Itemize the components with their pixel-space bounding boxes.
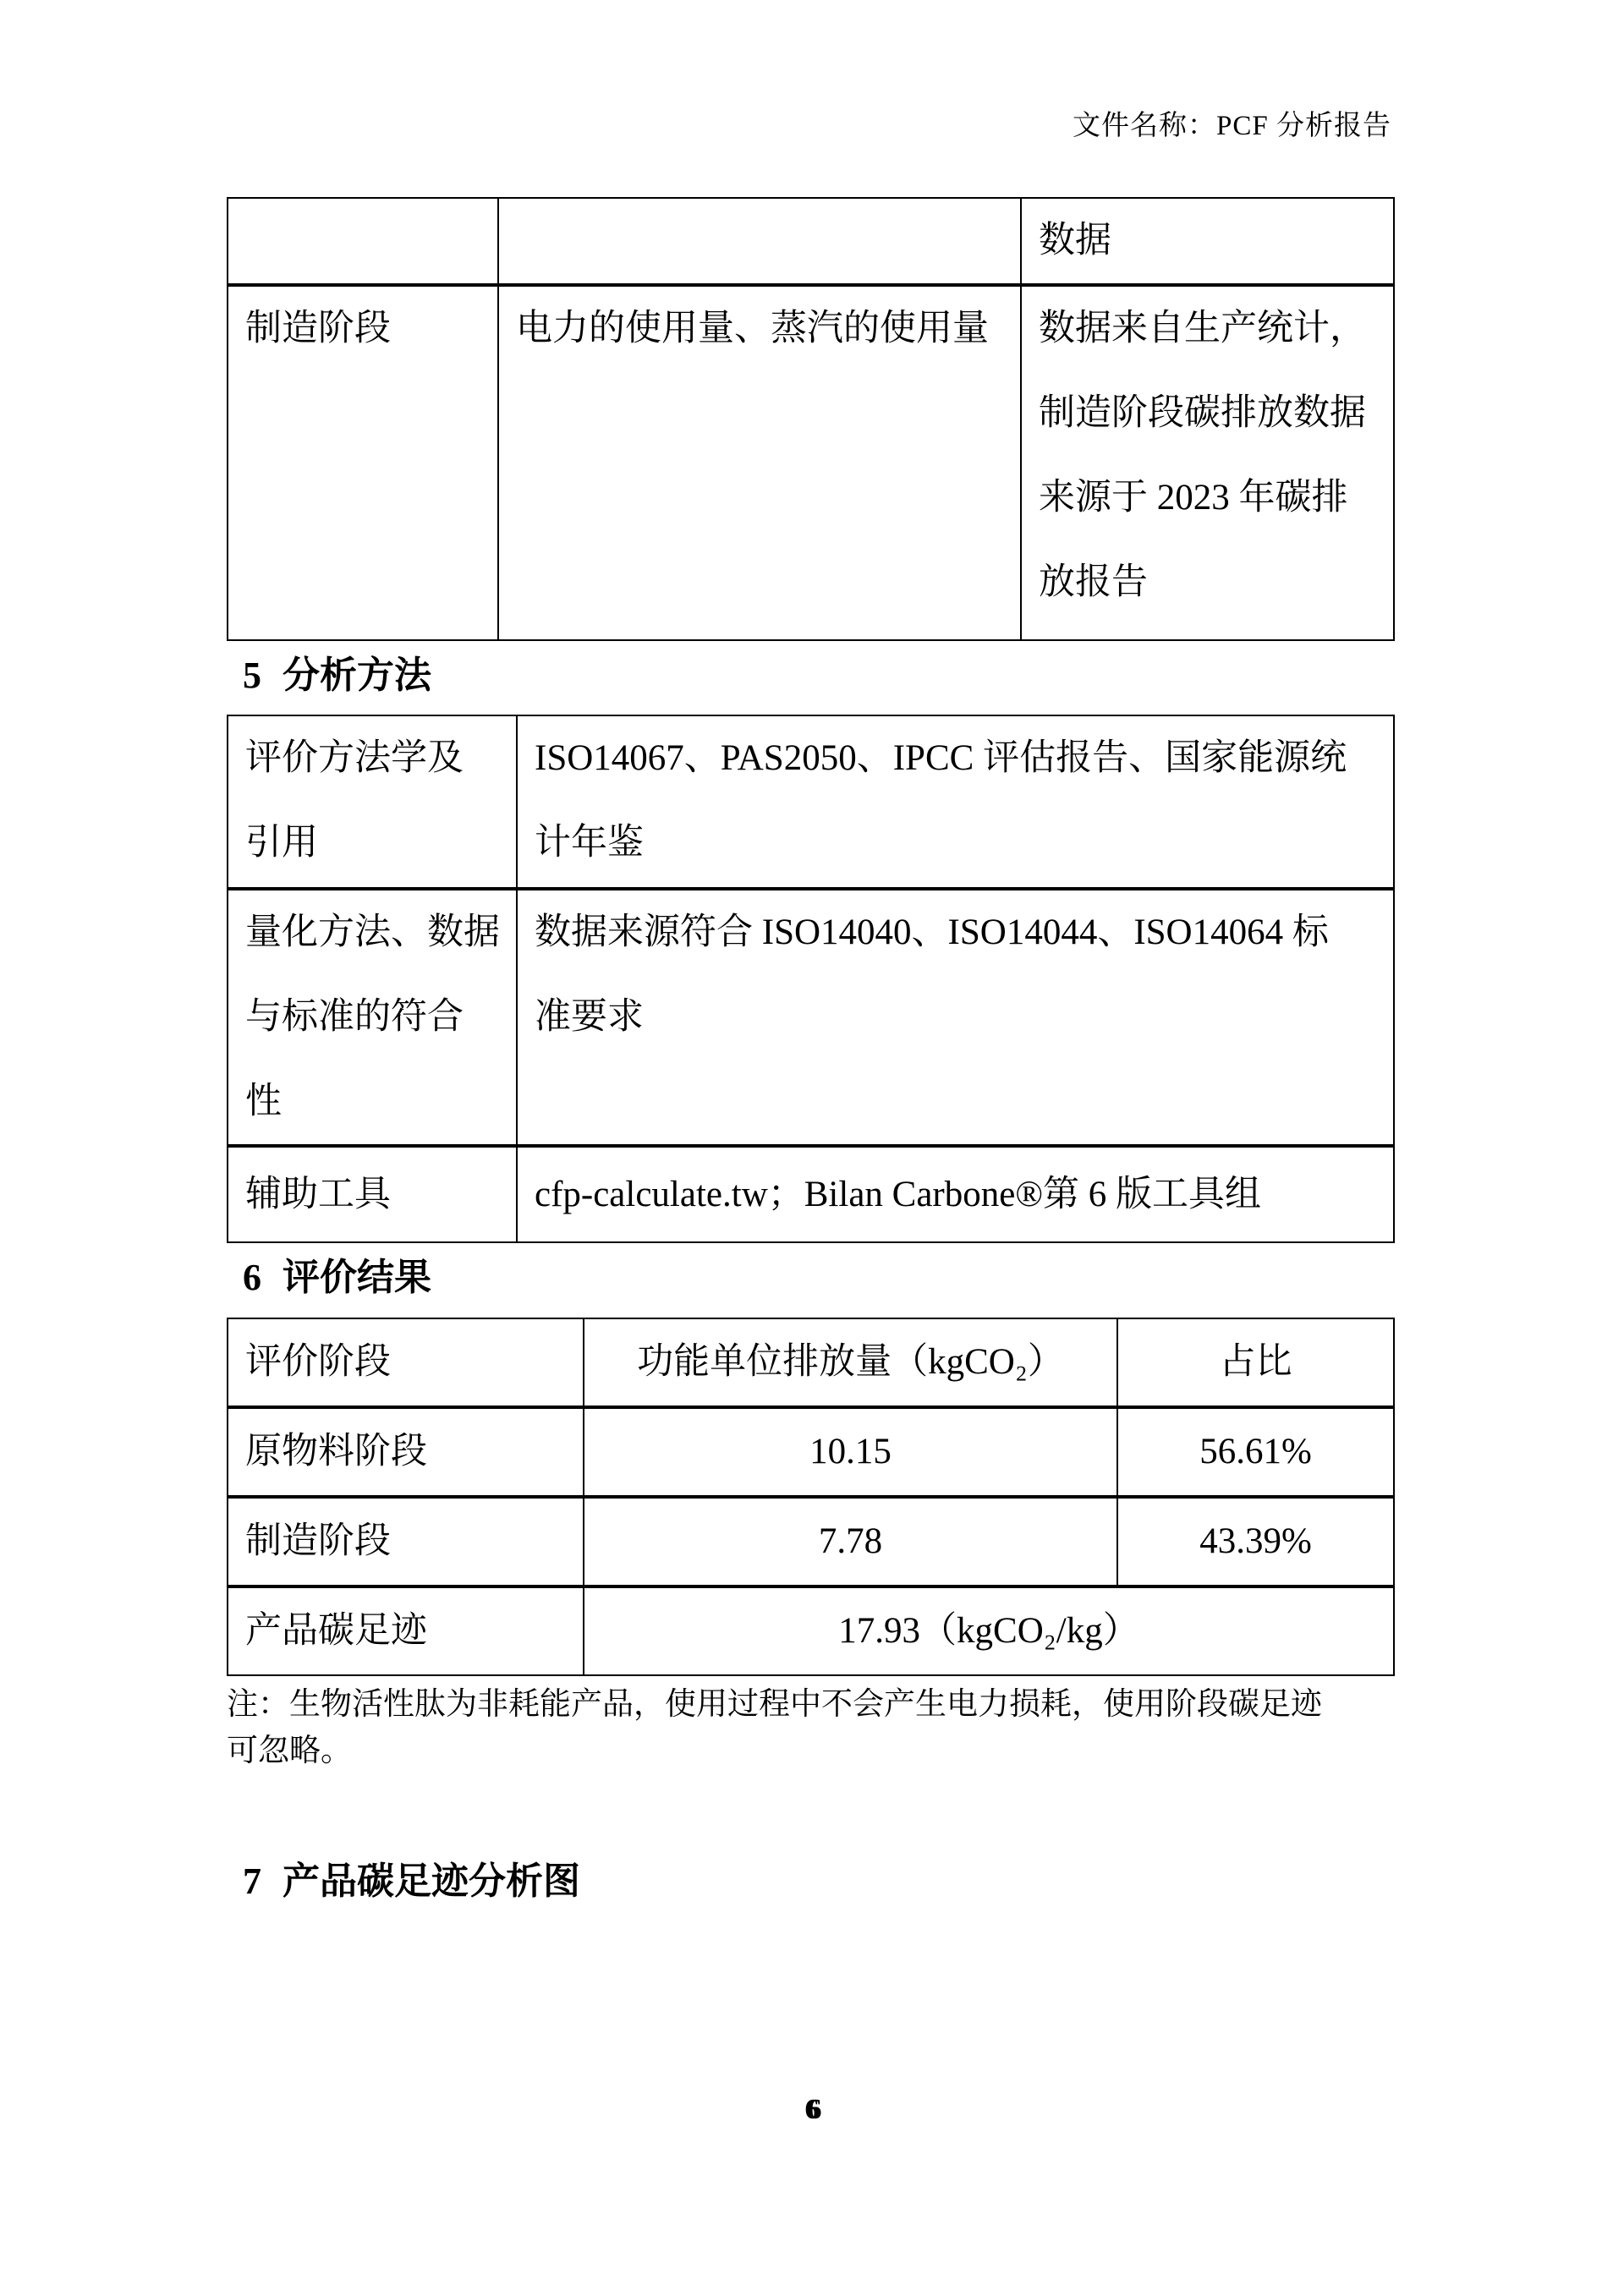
- section-7-heading: 7 产品碳足迹分析图: [243, 1860, 580, 1902]
- analysis-method-table: [227, 715, 1395, 1243]
- table-cell-value: cfp-calculate.tw；Bilan Carbone®第 6 版工具组: [517, 1146, 1394, 1242]
- header-cell-share: 占比: [1117, 1318, 1394, 1407]
- table-row: [228, 889, 1394, 1146]
- table-row: [228, 715, 1394, 889]
- table-row: [228, 285, 1394, 640]
- cell-stage: 制造阶段: [228, 1497, 584, 1586]
- table-row: [228, 1497, 1394, 1586]
- cell-share: 56.61%: [1117, 1407, 1394, 1497]
- table-cell-source: 数据: [1021, 198, 1394, 285]
- evaluation-result-table: [227, 1318, 1395, 1676]
- page-number: 6: [804, 2094, 820, 2125]
- header-cell-stage: 评价阶段: [228, 1318, 584, 1407]
- table-total-row: [228, 1586, 1394, 1675]
- table-cell-source: 数据来自生产统计， 制造阶段碳排放数据 来源于 2023 年碳排 放报告: [1021, 285, 1394, 640]
- table-cell-stage: 制造阶段: [228, 285, 498, 640]
- cell-total-value: 17.93（kgCO₂/kg）: [584, 1586, 1394, 1675]
- table-row: [228, 1146, 1394, 1242]
- note-text: 注：生物活性肽为非耗能产品，使用过程中不会产生电力损耗，使用阶段碳足迹 可忽略。: [227, 1687, 1322, 1768]
- continuation-table-wrap: [227, 197, 1395, 641]
- section-6-heading: 6 评价结果: [243, 1257, 431, 1298]
- table-cell-stage: [228, 198, 498, 285]
- data-source-table: [227, 197, 1395, 641]
- header-cell-emission: 功能单位排放量（kgCO₂）: [584, 1318, 1117, 1407]
- method-table-wrap: [227, 715, 1395, 1243]
- table-cell-label: 辅助工具: [228, 1146, 517, 1242]
- cell-total-label: 产品碳足迹: [228, 1586, 584, 1675]
- table-cell-items: [498, 198, 1021, 285]
- table-cell-value: 数据来源符合 ISO14040、ISO14044、ISO14064 标 准要求: [517, 889, 1394, 1146]
- table-cell-label: 评价方法学及 引用: [228, 715, 517, 889]
- cell-stage: 原物料阶段: [228, 1407, 584, 1497]
- table-cell-value: ISO14067、PAS2050、IPCC 评估报告、国家能源统 计年鉴: [517, 715, 1394, 889]
- table-cell-items: 电力的使用量、蒸汽的使用量: [498, 285, 1021, 640]
- table-row: [228, 198, 1394, 285]
- table-header-row: [228, 1318, 1394, 1407]
- cell-share: 43.39%: [1117, 1497, 1394, 1586]
- section-5-heading: 5 分析方法: [243, 655, 431, 696]
- cell-emission: 7.78: [584, 1497, 1117, 1586]
- table-row: [228, 1407, 1394, 1497]
- table-cell-label: 量化方法、数据 与标准的符合 性: [228, 889, 517, 1146]
- cell-emission: 10.15: [584, 1407, 1117, 1497]
- result-table-wrap: [227, 1318, 1395, 1676]
- document-header: 文件名称：PCF 分析报告: [1073, 111, 1391, 141]
